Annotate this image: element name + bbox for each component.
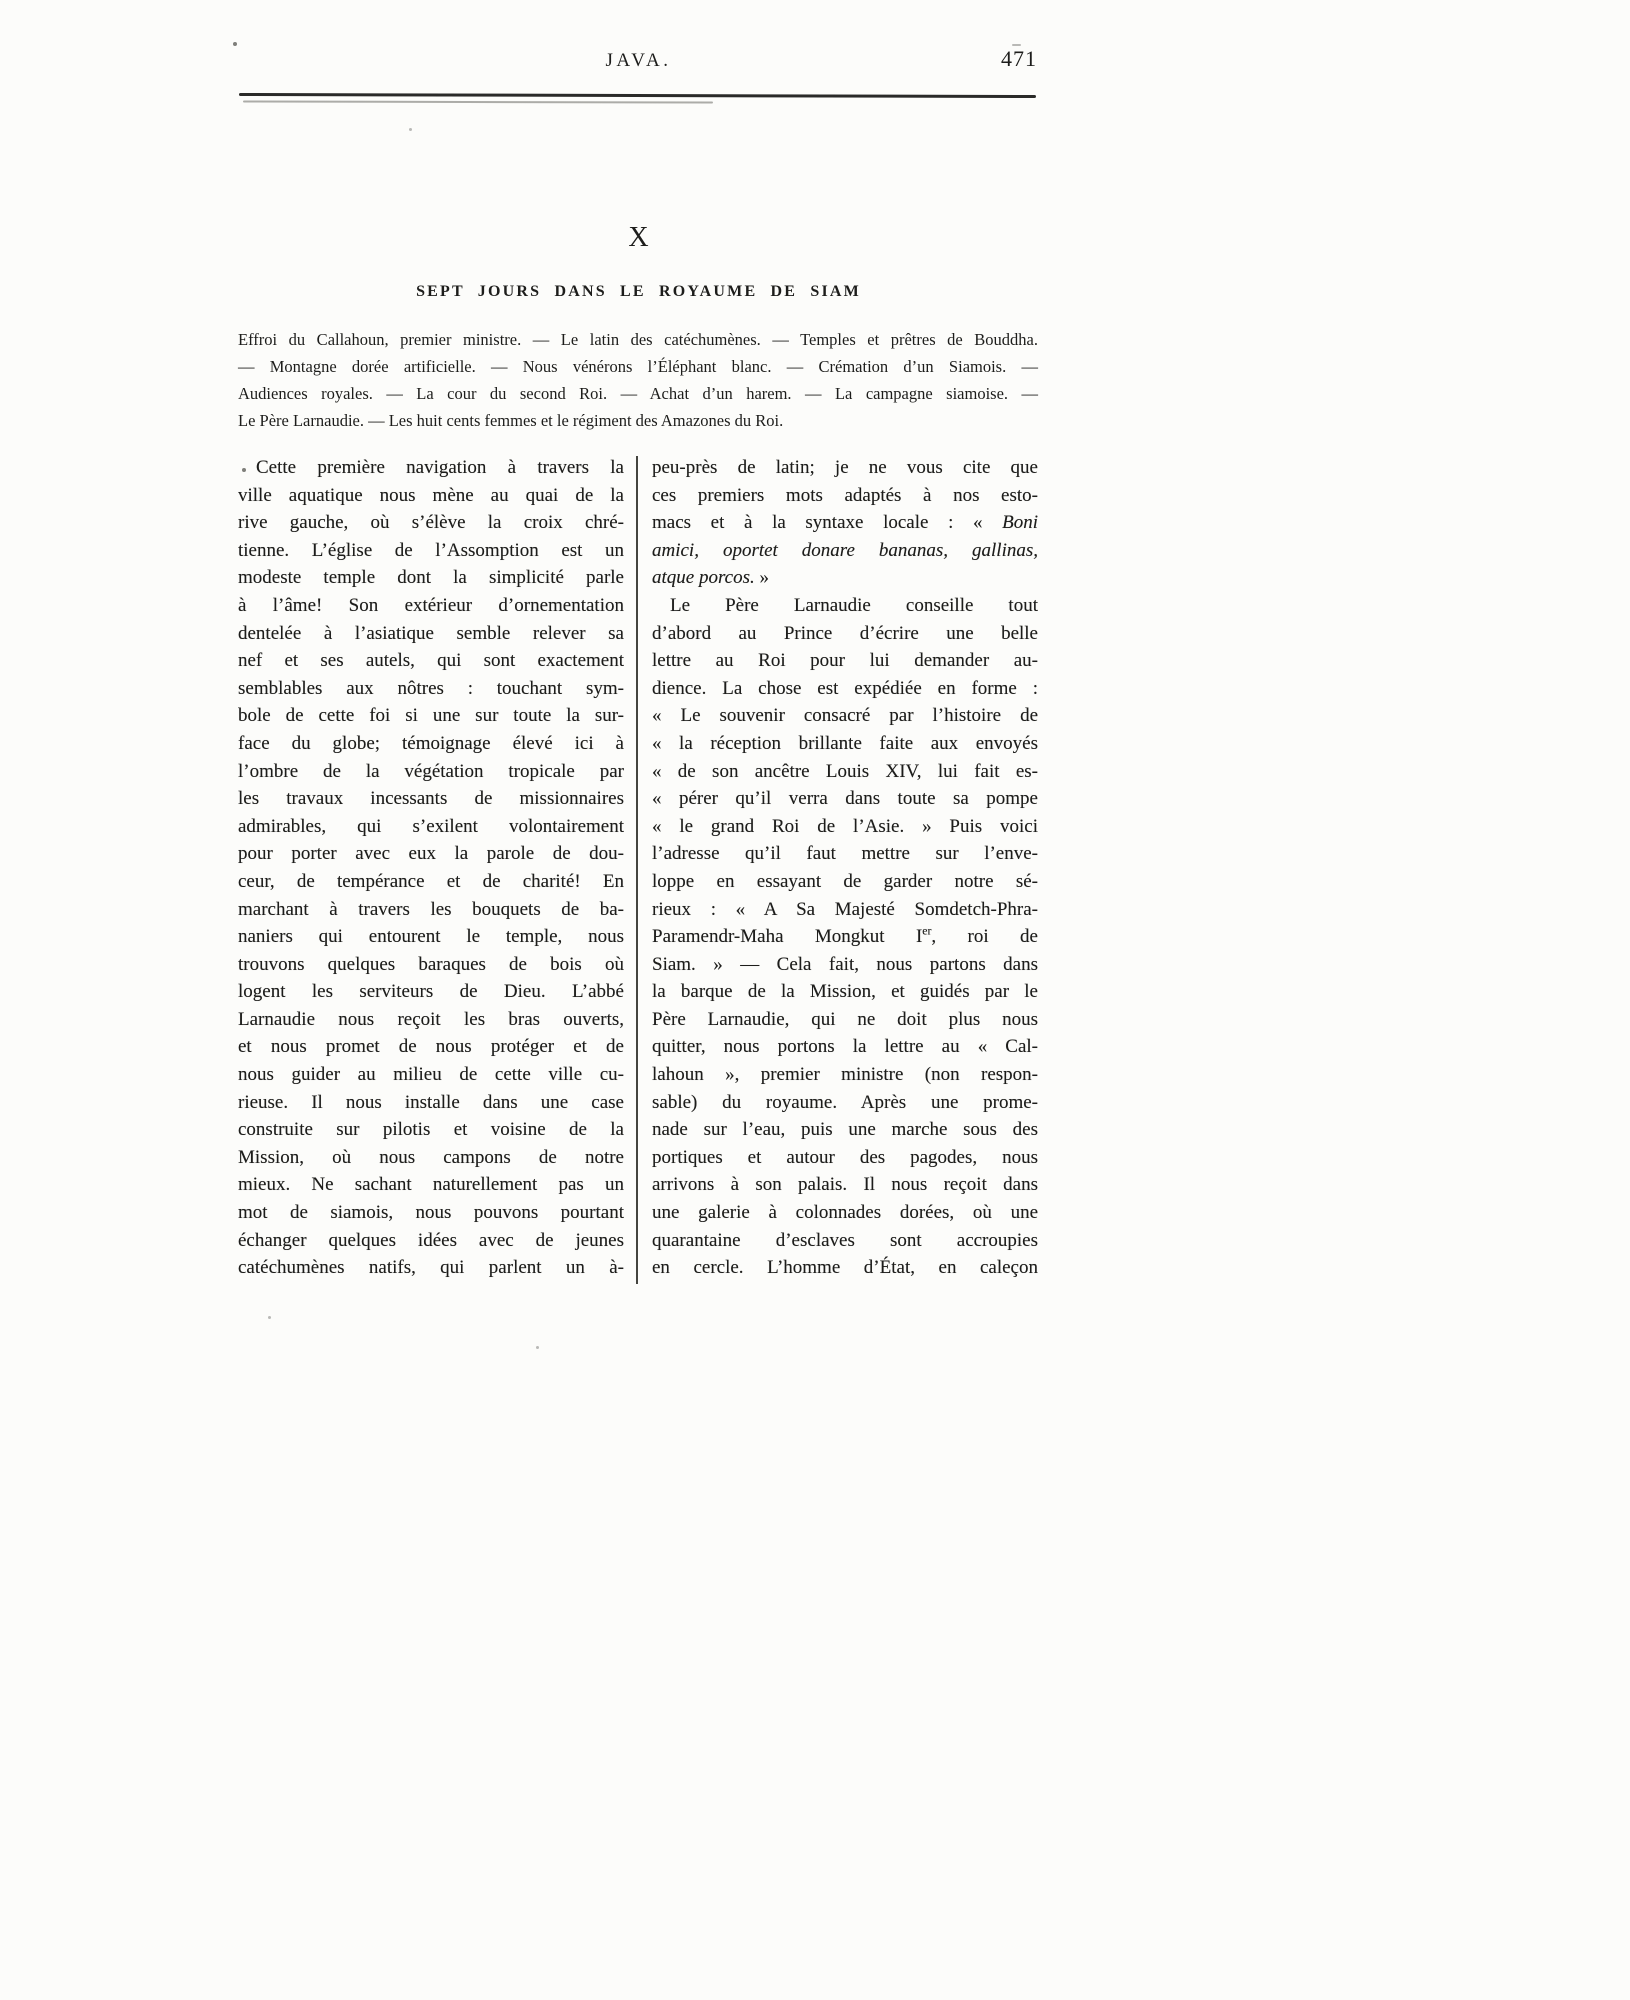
left-column [238,454,624,1282]
scan-speck [242,468,246,472]
text-line: pour porter avec eux la parole de dou- [238,843,624,865]
text-line: construite sur pilotis et voisine de la [238,1119,624,1141]
text-line: Mission, où nous campons de notre [238,1146,624,1168]
text-line: lahoun », premier ministre (non respon- [652,1064,1038,1086]
summary-line: — Montagne dorée artificielle. — Nous vénérons l’Éléphant blanc. — Crémation d’un Siamois. — [238,357,1038,376]
text-line: atque porcos. » [652,567,769,589]
text-line: tienne. L’église de l’Assomption est un [238,539,624,561]
text-line: nef et ses autels, qui sont exactement [238,650,624,672]
text-line: sable) du royaume. Après une prome- [652,1091,1038,1113]
scan-speck [268,1316,271,1319]
text-line: Siam. » — Cela fait, nous partons dans [652,953,1038,975]
text-line: Paramendr-Maha Mongkut Ier, roi de [652,924,1038,948]
text-line: en cercle. L’homme d’État, en caleçon [652,1257,1038,1279]
text-line: « pérer qu’il verra dans toute sa pompe [652,788,1038,810]
scan-speck [409,128,412,131]
column-divider [636,456,638,1284]
text-line: Larnaudie nous reçoit les bras ouverts, [238,1008,624,1030]
text-line: rieuse. Il nous installe dans une case [238,1091,624,1113]
text-line: ceur, de tempérance et de charité! En [238,870,624,892]
header-rule [239,93,1036,98]
text-line: et nous promet de nous protéger et de [238,1036,624,1058]
text-line: bole de cette foi si une sur toute la sur- [238,705,624,727]
text-line: rive gauche, où s’élève la croix chré- [238,512,624,534]
text-line: l’adresse qu’il faut mettre sur l’enve- [652,843,1038,865]
text-line: loppe en essayant de garder notre sé- [652,870,1038,892]
summary-line: Audiences royales. — La cour du second Roi. — Achat d’un harem. — La campagne siamoise. — [238,384,1038,403]
summary-line: Effroi du Callahoun, premier ministre. — Le latin des catéchumènes. — Temples et prêtres de Bouddha. [238,330,1038,349]
text-line: admirables, qui s’exilent volontairement [238,815,624,837]
text-line: « la réception brillante faite aux envoyés [652,732,1038,754]
text-line: d’abord au Prince d’écrire une belle [652,622,1038,644]
text-line: nous guider au milieu de cette ville cu- [238,1064,624,1086]
summary-line: Le Père Larnaudie. — Les huit cents femmes et le régiment des Amazones du Roi. [238,411,784,430]
text-line: l’ombre de la végétation tropicale par [238,760,624,782]
text-line: modeste temple dont la simplicité parle [238,567,624,589]
text-line: logent les serviteurs de Dieu. L’abbé [238,981,624,1003]
scan-speck [233,42,237,46]
text-line: peu-près de latin; je ne vous cite que [652,457,1038,478]
text-line: quitter, nous portons la lettre au « Cal- [652,1036,1038,1058]
text-line: portiques et autour des pagodes, nous [652,1146,1038,1168]
text-line: « de son ancêtre Louis XIV, lui fait es- [652,760,1038,782]
chapter-number: X [628,222,649,253]
text-line: Père Larnaudie, qui ne doit plus nous [652,1008,1038,1030]
text-line: Cette première navigation à travers la [256,457,624,478]
text-line: mot de siamois, nous pouvons pourtant [238,1202,624,1224]
text-line: macs et à la syntaxe locale : « Boni [652,512,1038,534]
scan-speck [1012,44,1021,46]
text-line: « le grand Roi de l’Asie. » Puis voici [652,815,1038,837]
right-column [652,454,1038,1282]
text-line: arrivons à son palais. Il nous reçoit dans [652,1174,1038,1196]
running-head-title: JAVA. [605,50,672,71]
text-line: lettre au Roi pour lui demander au- [652,650,1038,672]
text-line: amici, oportet donare bananas, gallinas, [652,539,1038,561]
text-line: dentelée à l’asiatique semble relever sa [238,622,624,644]
text-line: les travaux incessants de missionnaires [238,788,624,810]
text-line: naniers qui entourent le temple, nous [238,926,624,948]
text-line: face du globe; témoignage élevé ici à [238,732,624,754]
text-line: échanger quelques idées avec de jeunes [238,1229,624,1251]
text-line: nade sur l’eau, puis une marche sous des [652,1119,1038,1141]
text-line: rieux : « A Sa Majesté Somdetch-Phra- [652,898,1038,920]
text-line: une galerie à colonnades dorées, où une [652,1202,1038,1224]
text-line: marchant à travers les bouquets de ba- [238,898,624,920]
text-line: catéchumènes natifs, qui parlent un à- [238,1257,624,1279]
chapter-title: SEPT JOURS DANS LE ROYAUME DE SIAM [416,283,861,300]
text-line: ville aquatique nous mène au quai de la [238,484,624,506]
text-line: Le Père Larnaudie conseille tout [670,594,1038,616]
text-line: dience. La chose est expédiée en forme : [652,677,1038,699]
page-number: 471 [1001,46,1037,71]
text-line: trouvons quelques baraques de bois où [238,953,624,975]
text-line: la barque de la Mission, et guidés par le [652,981,1038,1003]
scan-speck [536,1346,539,1349]
text-line: quarantaine d’esclaves sont accroupies [652,1229,1038,1251]
chapter-summary [238,326,1038,434]
text-line: ces premiers mots adaptés à nos esto- [652,484,1038,506]
header-rule-echo [243,101,713,104]
text-line: semblables aux nôtres : touchant sym- [238,677,624,699]
text-line: à l’âme! Son extérieur d’ornementation [238,594,624,616]
text-line: « Le souvenir consacré par l’histoire de [652,705,1038,727]
body-text [238,454,1038,1286]
text-line: mieux. Ne sachant naturellement pas un [238,1174,624,1196]
